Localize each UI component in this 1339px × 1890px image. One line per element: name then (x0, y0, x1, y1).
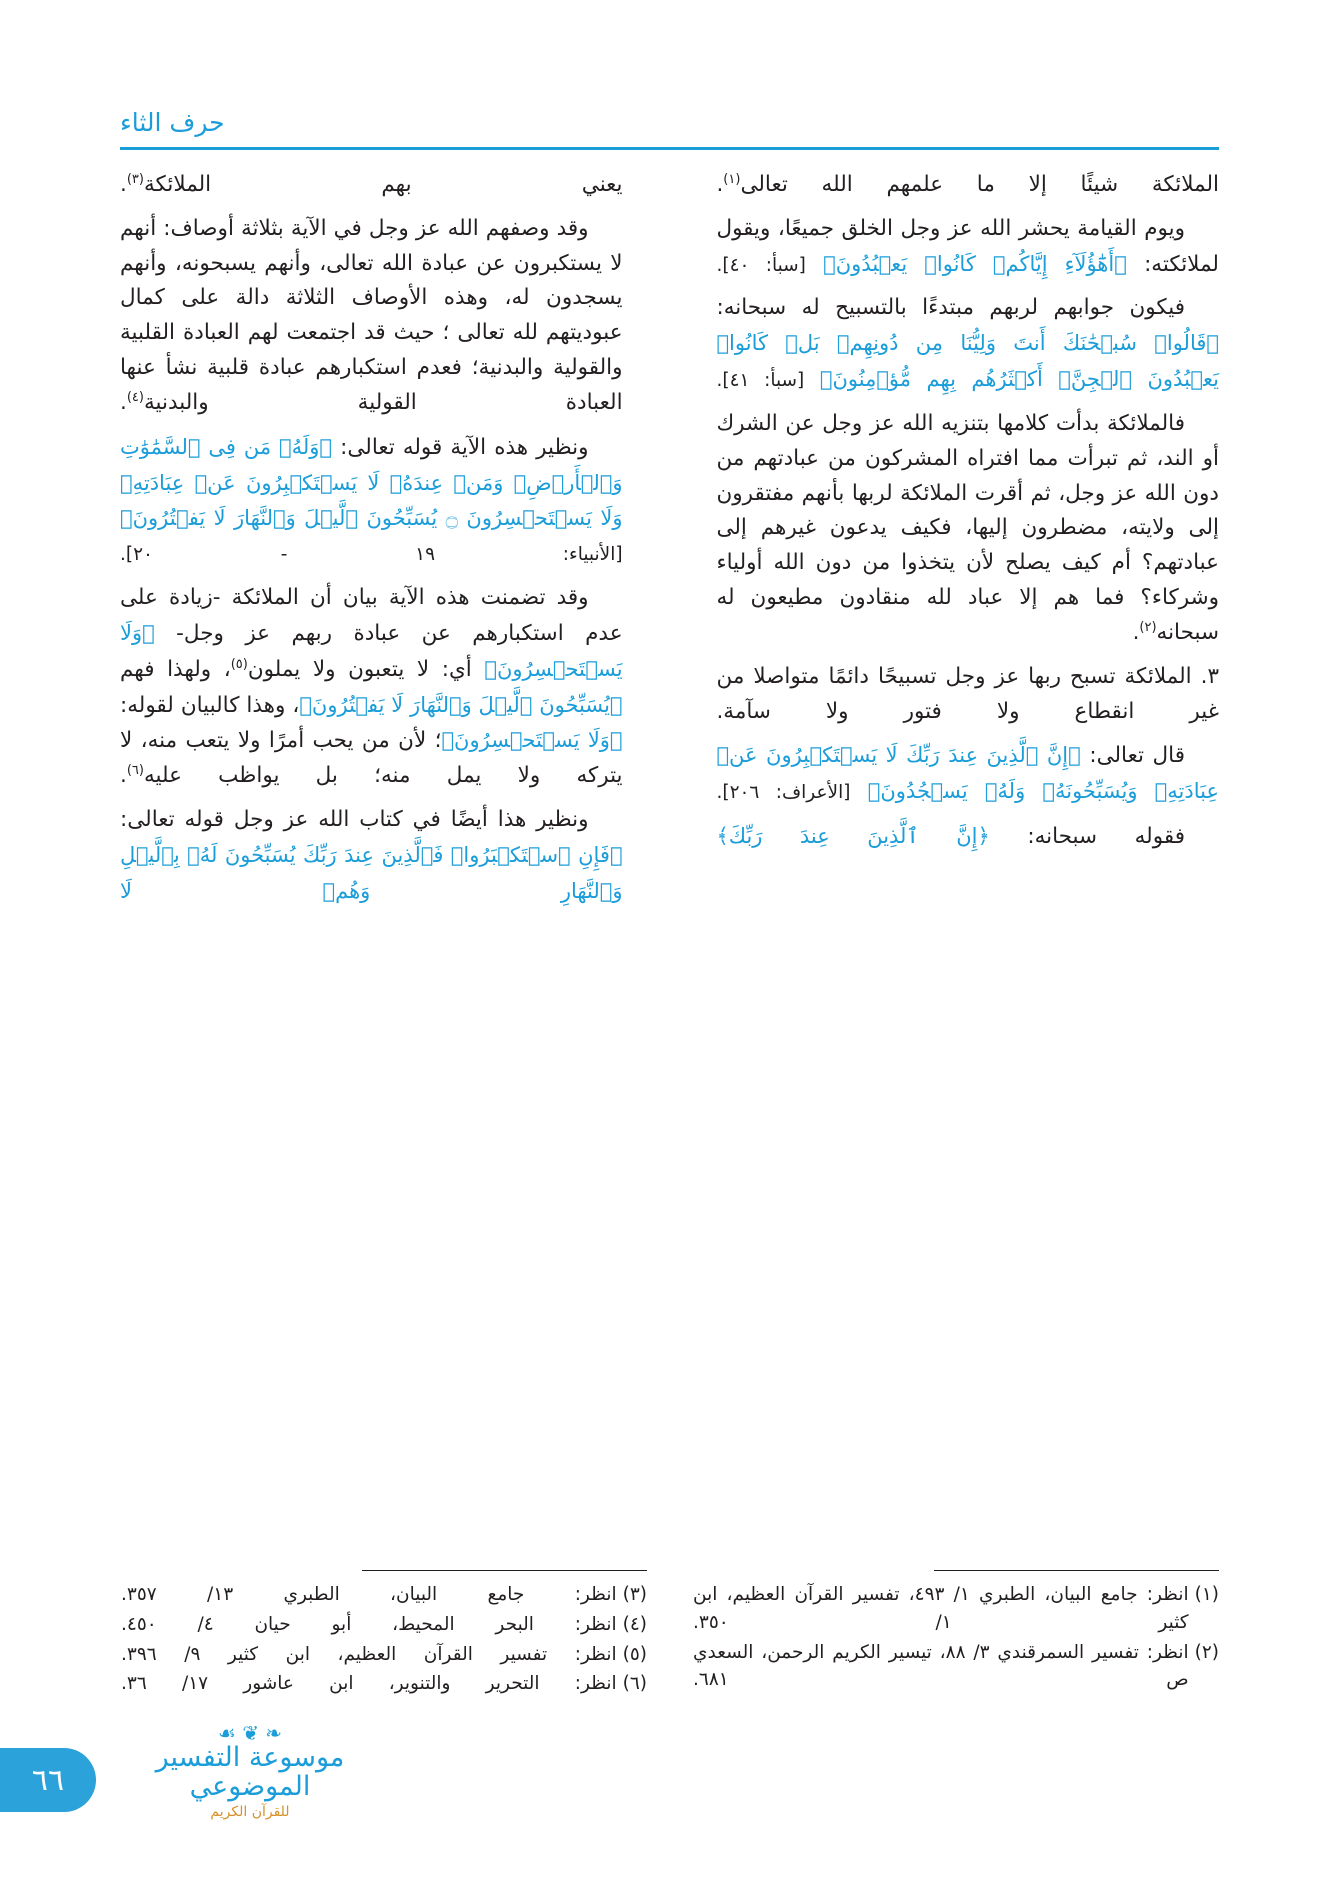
page-number-badge: ٦٦ (0, 1748, 96, 1812)
footnote-marker: (١) (723, 171, 741, 187)
footnote-item (121, 1641, 647, 1669)
footnote-number: (٥) (622, 1643, 647, 1665)
quran-quote: ﴿يُسَبِّحُونَ ٱلَّيۡلَ وَٱلنَّهَارَ لَا يَفۡتُرُونَ﴾ (299, 692, 623, 717)
column-right (716, 168, 1219, 1348)
paragraph-text-2: أي: لا يتعبون ولا يملون (247, 656, 472, 682)
paragraph-tail: . (120, 763, 127, 789)
page-footer (0, 1720, 1339, 1842)
footnotes-area (120, 1570, 1219, 1701)
quran-quote: ﴿وَلَا يَسۡتَحۡسِرُونَ﴾ (441, 728, 623, 753)
footnote-number: (١) (1194, 1584, 1219, 1605)
footnote-divider (362, 1570, 647, 1572)
paragraph-text: فقوله سبحانه: (1027, 824, 1185, 850)
paragraph-text: فالملائكة بدأت كلامها بتنزيه الله عز وجل عن الشرك أو الند، ثم تبرأت مما افتراه المشركون من عبادتهم من دون الله عز وجل، ثم أقرت الملائكة لربها بأنهم مفتقرون إلى ولايته، مضطرون إليها، فكيف يدعون غيرهم إلى عبادتهم؟ أم كيف يصلح لأن يتخذوا من دون الله أولياء وشركاء؟ فما هم إلا عباد لله منقادون مطيعون له سبحانه (716, 410, 1219, 645)
footnote-number: (٢) (1194, 1641, 1219, 1663)
footnotes-right (693, 1570, 1219, 1701)
paragraph (716, 168, 1219, 203)
footnotes-left (121, 1570, 647, 1701)
column-divider (669, 168, 671, 1348)
footnote-text: انظر: البحر المحيط، أبو حيان ٤/ ٤٥٠. (121, 1613, 617, 1635)
paragraph (716, 407, 1219, 651)
page-header (120, 108, 1219, 150)
paragraph-text: وقد وصفهم الله عز وجل في الآية بثلاثة أوصاف: أنهم لا يستكبرون عن عبادة الله تعالى، وأنهم يسبحونه، وأنهم يسجدون له، وهذه الأوصاف الثلاثة دالة على كمال عبوديتهم لله تعالى ؛ حيث قد اجتمعت لهم العبادة القلبية والقولية والبدنية؛ فعدم استكبارهم عبادة قلبية نشأ عنها العبادة القولية والبدنية (120, 215, 623, 415)
paragraph-text: ٣. الملائكة تسبح ربها عز وجل تسبيحًا دائمًا متواصلا من غير انقطاع ولا فتور ولا سآمة. (716, 663, 1219, 724)
footnote-number: (٦) (622, 1673, 647, 1695)
footnote-text: انظر: تفسير القرآن العظيم، ابن كثير ٩/ ٣٩٦. (121, 1643, 617, 1665)
column-left (120, 168, 623, 1348)
footnote-text: انظر: التحرير والتنوير، ابن عاشور ١٧/ ٣٦. (121, 1673, 617, 1695)
paragraph-text-4: ، وهذا كالبيان لقوله: (120, 692, 300, 718)
footnote-number: (٤) (622, 1613, 647, 1635)
paragraph-text-3: ، ولهذا فهم (120, 656, 231, 682)
footnote-marker: (٤) (126, 389, 144, 405)
paragraph-text: يعني بهم الملائكة (143, 172, 623, 197)
paragraph-text: ونظير هذا أيضًا في كتاب الله عز وجل قوله تعالى: (120, 807, 589, 833)
footnote-text: انظر: تفسير السمرقندي ٣/ ٨٨، تيسير الكريم الرحمن، السعدي ص ٦٨١. (693, 1641, 1189, 1691)
footnote-item (693, 1581, 1219, 1637)
quran-quote: ﴿وَلَا يَسۡتَحۡسِرُونَ﴾ (120, 620, 623, 681)
footnote-number: (٣) (622, 1584, 647, 1605)
quran-quote: ﴿قَالُوا۟ سُبۡحَٰنَكَ أَنتَ وَلِيُّنَا مِن دُونِهِمۖ بَلۡ كَانُوا۟ يَعۡبُدُونَ ٱلۡجِنَّۖ أَكۡثَرُهُم بِهِم مُّؤۡمِنُونَ﴾ (716, 331, 1219, 392)
footnote-item (121, 1670, 647, 1698)
paragraph (120, 168, 623, 203)
footnote-item (121, 1611, 647, 1639)
paragraph-tail: . (120, 172, 127, 197)
header-divider (120, 147, 1219, 150)
footnote-text: انظر: جامع البيان، الطبري ١٣/ ٣٥٧. (121, 1584, 617, 1605)
quran-quote: ﴿إِنَّ ٱلَّذِينَ عِندَ رَبِّكَ لَا يَسۡتَكۡبِرُونَ عَنۡ عِبَادَتِهِۦ وَيُسَبِّحُونَهُۥ وَلَهُۥ يَسۡجُدُونَ﴾ (716, 743, 1219, 804)
paragraph-text: قال تعالى: (1089, 743, 1186, 769)
paragraph (716, 738, 1219, 810)
paragraph-tail: . (120, 389, 127, 415)
paragraph-text: الملائكة شيئًا إلا ما علمهم الله تعالى (740, 172, 1219, 197)
paragraph-text-5: ؛ لأن من يحب أمرًا ولا يتعب منه، لا يتركه ولا يمل منه؛ بل يواظب عليه (120, 728, 623, 789)
paragraph (120, 581, 623, 794)
footnote-marker: (٥) (230, 656, 248, 672)
verse-reference: [سبأ: ٤١]. (716, 370, 805, 392)
paragraph (120, 430, 623, 572)
page-header-title: حرف الثاء (120, 108, 225, 137)
verse-reference: [سبأ: ٤٠]. (716, 254, 806, 276)
quran-quote: ﴿وَلَهُۥ مَن فِى ٱلسَّمَٰوَٰتِ وَٱلۡأَرۡضِۚ وَمَنۡ عِندَهُۥ لَا يَسۡتَكۡبِرُونَ عَنۡ عِبَادَتِهِۦ وَلَا يَسۡتَحۡسِرُونَ ۝ يُسَبِّحُونَ ٱلَّيۡلَ وَٱلنَّهَارَ لَا يَفۡتُرُونَ﴾ (120, 434, 623, 531)
footnote-divider (934, 1570, 1219, 1572)
paragraph (120, 212, 623, 421)
logo-main-text: موسوعة التفسير الموضوعي (155, 1741, 345, 1803)
paragraph-text: ويوم القيامة يحشر الله عز وجل الخلق جميعًا، ويقول لملائكته: (716, 215, 1219, 277)
logo-sub-text: للقرآن الكريم (210, 1804, 290, 1820)
paragraph (716, 291, 1219, 397)
paragraph (716, 212, 1219, 283)
paragraph (716, 819, 1219, 855)
paragraph-list-item (716, 660, 1219, 730)
footnote-marker: (٣) (126, 171, 144, 187)
footnote-marker: (٦) (126, 763, 144, 779)
verse-reference: [الأنبياء: ١٩ - ٢٠]. (120, 544, 623, 566)
footnote-marker: (٢) (1139, 619, 1157, 635)
paragraph-text: ونظير هذه الآية قوله تعالى: (340, 434, 589, 460)
quran-quote: ﴿إِنَّ ٱلَّذِينَ عِندَ رَبِّكَ﴾ (716, 824, 990, 849)
text-columns (120, 168, 1219, 1348)
footnote-item (121, 1581, 647, 1609)
paragraph-text: فيكون جوابهم لربهم مبتدءًا بالتسبيح له سبحانه: (716, 295, 1185, 321)
quran-quote: ﴿فَإِنِ ٱسۡتَكۡبَرُوا۟ فَٱلَّذِينَ عِندَ رَبِّكَ يُسَبِّحُونَ لَهُۥ بِٱلَّيۡلِ وَٱلنَّهَارِ وَهُمۡ لَا (120, 842, 623, 903)
publisher-logo (120, 1720, 380, 1820)
footnote-text: انظر: جامع البيان، الطبري ١/ ٤٩٣، تفسير القرآن العظيم، ابن كثير ١/ ٣٥٠. (693, 1584, 1189, 1633)
paragraph (120, 803, 623, 909)
paragraph-tail: . (1132, 619, 1140, 645)
paragraph-text: وقد تضمنت هذه الآية بيان أن الملائكة -زيادة على عدم استكبارهم عن عبادة ربهم عز وجل- (120, 585, 623, 646)
verse-reference: [الأعراف: ٢٠٦]. (716, 782, 851, 804)
paragraph-tail: . (716, 172, 724, 197)
footnote-item (693, 1639, 1219, 1695)
ornament-icon: ❧ ❦ ☙ (217, 1720, 283, 1745)
quran-quote: ﴿أَهَٰٓؤُلَآءِ إِيَّاكُمۡ كَانُوا۟ يَعۡبُدُونَ﴾ (823, 251, 1127, 276)
